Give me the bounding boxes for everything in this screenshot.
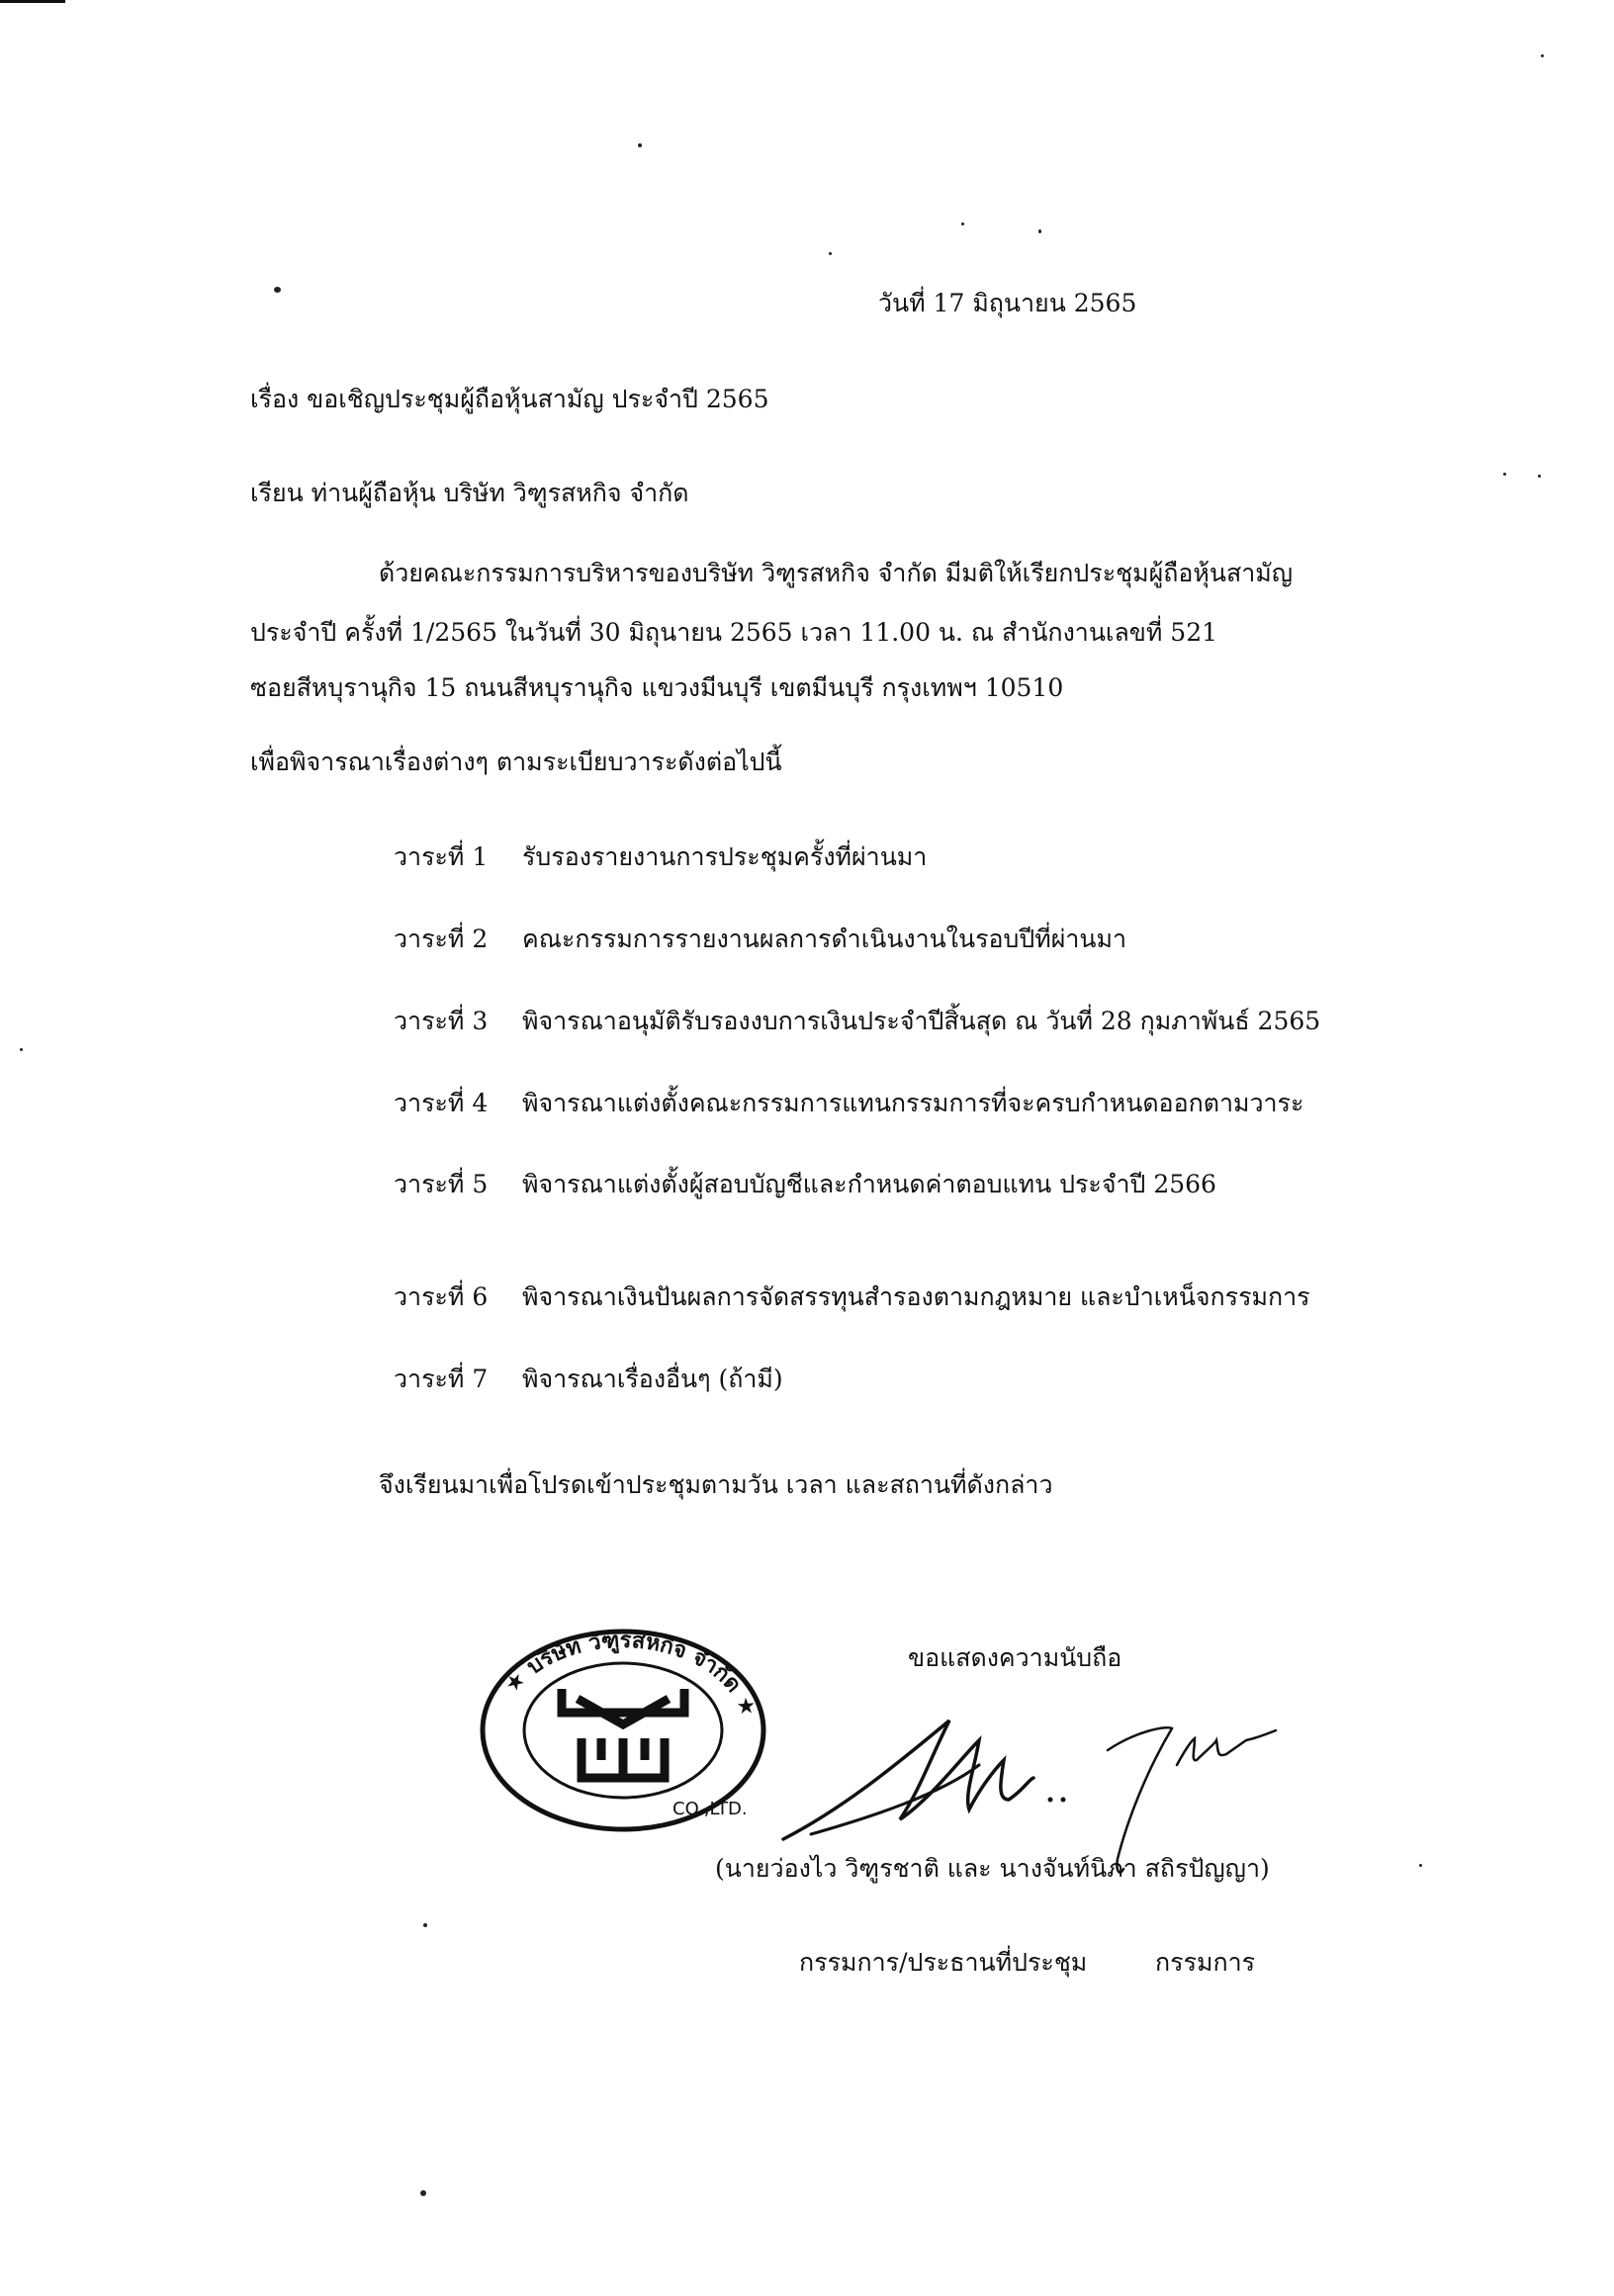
agenda-number: วาระที่ 6 xyxy=(394,1282,489,1311)
regards-line: ขอแสดงความนับถือ xyxy=(908,1643,1122,1672)
scan-speck xyxy=(1419,1864,1422,1867)
letter-date: วันที่ 17 มิถุนายน 2565 xyxy=(878,289,1137,317)
scan-speck xyxy=(1038,229,1041,233)
letter-recipient: เรียน ท่านผู้ถือหุ้น บริษัท วิฑูรสหกิจ จำกัด xyxy=(250,479,689,507)
agenda-item xyxy=(394,1165,1481,1204)
agenda-item xyxy=(394,1278,1481,1317)
agenda-text: คณะกรรมการรายงานผลการดำเนินงานในรอบปีที่ผ่านมา xyxy=(522,925,1127,953)
agenda-text: พิจารณาแต่งตั้งคณะกรรมการแทนกรรมการที่จะครบกำหนดออกตามวาระ xyxy=(522,1089,1304,1117)
body-line-2: ประจำปี ครั้งที่ 1/2565 ในวันที่ 30 มิถุนายน 2565 เวลา 11.00 น. ณ สำนักงานเลขที่ 521 xyxy=(250,618,1218,647)
signatory-title-left: กรรมการ/ประธานที่ประชุม xyxy=(799,1948,1088,1977)
scan-speck xyxy=(423,1923,427,1927)
letter-subject: เรื่อง ขอเชิญประชุมผู้ถือหุ้นสามัญ ประจำปี 2565 xyxy=(250,385,769,413)
agenda-number: วาระที่ 2 xyxy=(394,925,489,953)
agenda-number: วาระที่ 3 xyxy=(394,1007,489,1035)
closing-line: จึงเรียนมาเพื่อโปรดเข้าประชุมตามวัน เวลา และสถานที่ดังกล่าว xyxy=(379,1470,1053,1499)
body-line-1: ด้วยคณะกรรมการบริหารของบริษัท วิฑูรสหกิจ จำกัด มีมติให้เรียกประชุมผู้ถือหุ้นสามัญ xyxy=(379,559,1294,587)
scan-edge-mark xyxy=(0,0,65,3)
agenda-item xyxy=(394,838,1481,877)
scan-speck xyxy=(420,2190,426,2196)
agenda-text: พิจารณาเงินปันผลการจัดสรรทุนสำรองตามกฎหมาย และบำเหน็จกรรมการ xyxy=(522,1282,1310,1311)
agenda-text: พิจารณาแต่งตั้งผู้สอบบัญชีและกำหนดค่าตอบแทน ประจำปี 2566 xyxy=(522,1170,1216,1198)
scan-speck xyxy=(1541,54,1544,57)
scan-speck xyxy=(274,287,281,293)
agenda-text: พิจารณาอนุมัติรับรองงบการเงินประจำปีสิ้นสุด ณ วันที่ 28 กุมภาพันธ์ 2565 xyxy=(522,1007,1321,1035)
agenda-number: วาระที่ 4 xyxy=(394,1089,489,1117)
signatories-names: (นายว่องไว วิฑูรชาติ และ นางจันท์นิภา สถิรปัญญา) xyxy=(715,1854,1270,1883)
scan-speck xyxy=(829,252,832,255)
agenda-item xyxy=(394,1360,1481,1399)
signatory-title-right: กรรมการ xyxy=(1155,1948,1256,1977)
scan-speck xyxy=(1538,475,1541,478)
agenda-number: วาระที่ 7 xyxy=(394,1365,489,1393)
agenda-number: วาระที่ 5 xyxy=(394,1170,489,1198)
svg-text:★ บริษัท วิฑูรสหกิจ จำกัด ★: ★ บริษัท วิฑูรสหกิจ จำกัด ★ xyxy=(499,1628,762,1721)
agenda-item xyxy=(394,1002,1481,1041)
agenda-text: รับรองรายงานการประชุมครั้งที่ผ่านมา xyxy=(522,842,928,871)
body-line-3: ซอยสีหบุรานุกิจ 15 ถนนสีหบุรานุกิจ แขวงมีนบุรี เขตมีนบุรี กรุงเทพฯ 10510 xyxy=(250,673,1064,702)
company-stamp xyxy=(475,1622,771,1839)
agenda-item xyxy=(394,1084,1481,1123)
scan-speck xyxy=(961,222,964,225)
scan-speck xyxy=(20,1048,23,1051)
scan-speck xyxy=(638,143,642,147)
svg-text:CO.,LTD.: CO.,LTD. xyxy=(672,1799,748,1819)
body-line-4: เพื่อพิจารณาเรื่องต่างๆ ตามระเบียบวาระดังต่อไปนี้ xyxy=(250,748,782,776)
agenda-item xyxy=(394,920,1481,959)
scan-speck xyxy=(1503,473,1506,476)
agenda-number: วาระที่ 1 xyxy=(394,842,489,871)
agenda-text: พิจารณาเรื่องอื่นๆ (ถ้ามี) xyxy=(522,1365,783,1393)
